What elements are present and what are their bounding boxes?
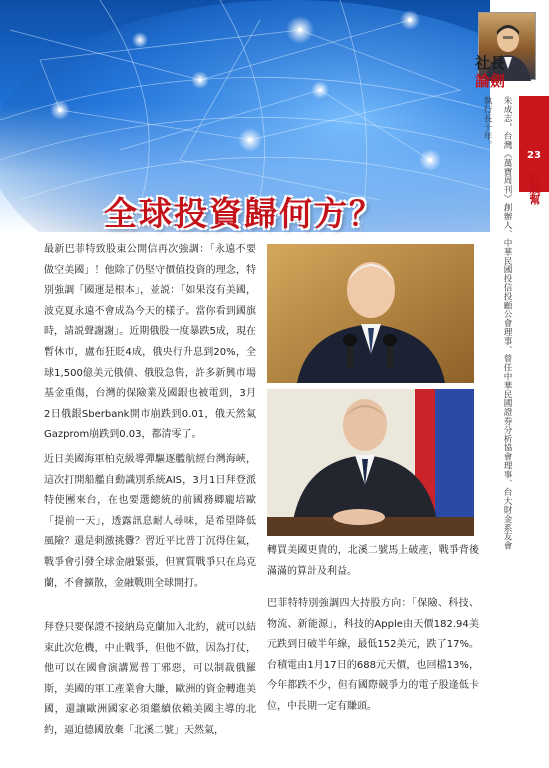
paragraph-4: 巴菲特特別強調四大持股方向：「保險、科技、物流、新能源」，科技的Apple由天價182.94美元跌到日破半年線，最低152美元，跌了17%。台積電由1月17日的688元天價，也回檔13%，今年都跌不少，但有國際競爭力的電子股逢低卡位，中長期一定有賺頭。: [267, 598, 479, 712]
author-name: 妙殷幫: [528, 172, 541, 205]
column-badge: [470, 54, 510, 96]
column-badge-line2: 論劍: [474, 72, 505, 90]
article-title: 全球投資歸何方？: [104, 194, 384, 233]
page-number: 23: [527, 150, 541, 161]
photo-putin-graphic: [267, 389, 474, 536]
paragraph-1: 最新巴菲特致股東公開信再次強調：「永遠不要做空美國」！他除了仍堅守價值投資的理念，特別強調「國運是根本」，並説：「如果沒有美國，波克夏永遠不會成為今天的樣子。當你看到國旗時，請説聲謝謝」。近期俄股一度暴跌5成，現在暫休市，盧布狂貶4成，俄央行升息到20%，全球1,500億美元俄債、俄股急售，許多新興市場基金重傷，台灣的保險業及國銀也被電到，3月2日俄銀Sberbank開市崩跌到0.01，俄天然氣Gazprom崩跌到0.03，都清零了。: [44, 244, 256, 441]
author-bio: 朱成志，台灣《萬寶周刊》創辦人、中華民國投信投顧公會理事、曾任中華民國證券分析協會理事、台大財金系友會執行長十年。: [482, 96, 512, 550]
paragraph-3: 拜登只要保證不接納烏克蘭加入北約，就可以結束此次危機，中止戰爭，但他不做，因為打仗，他可以在國會演講罵普丁邪惡，可以制裁俄羅斯，美國的軍工產業會大賺，歐洲的資金轉進美國，還讓歐洲國家必須繼續依賴美國主導的北約，逼迫德國放棄「北溪二號」天然氣，: [44, 622, 256, 736]
photo-putin: [267, 389, 474, 536]
column-badge-line1: 社長: [474, 54, 505, 72]
photo-biden-graphic: [267, 244, 474, 383]
paragraph-3-continued: 轉買美國更貴的，北溪二號馬上破產，戰爭背後滿滿的算計及利益。: [267, 545, 479, 577]
photo-biden: [267, 244, 474, 383]
paragraph-2: 近日美國海軍柏克級導彈驅逐艦航經台灣海峽，這次打開船艦自動識別系統AIS，3月1日拜登派特使團來台，在也要選總統的前國務卿龐培歐「提前一天」，透露訊息耐人尋味，是希望降低風險？還是刺激挑釁？習近平比普丁沉得住氣，戰爭會引發全球金融緊張，但實質戰爭只在烏克蘭，不會擴散，金融戰則全球開打。: [44, 454, 256, 589]
